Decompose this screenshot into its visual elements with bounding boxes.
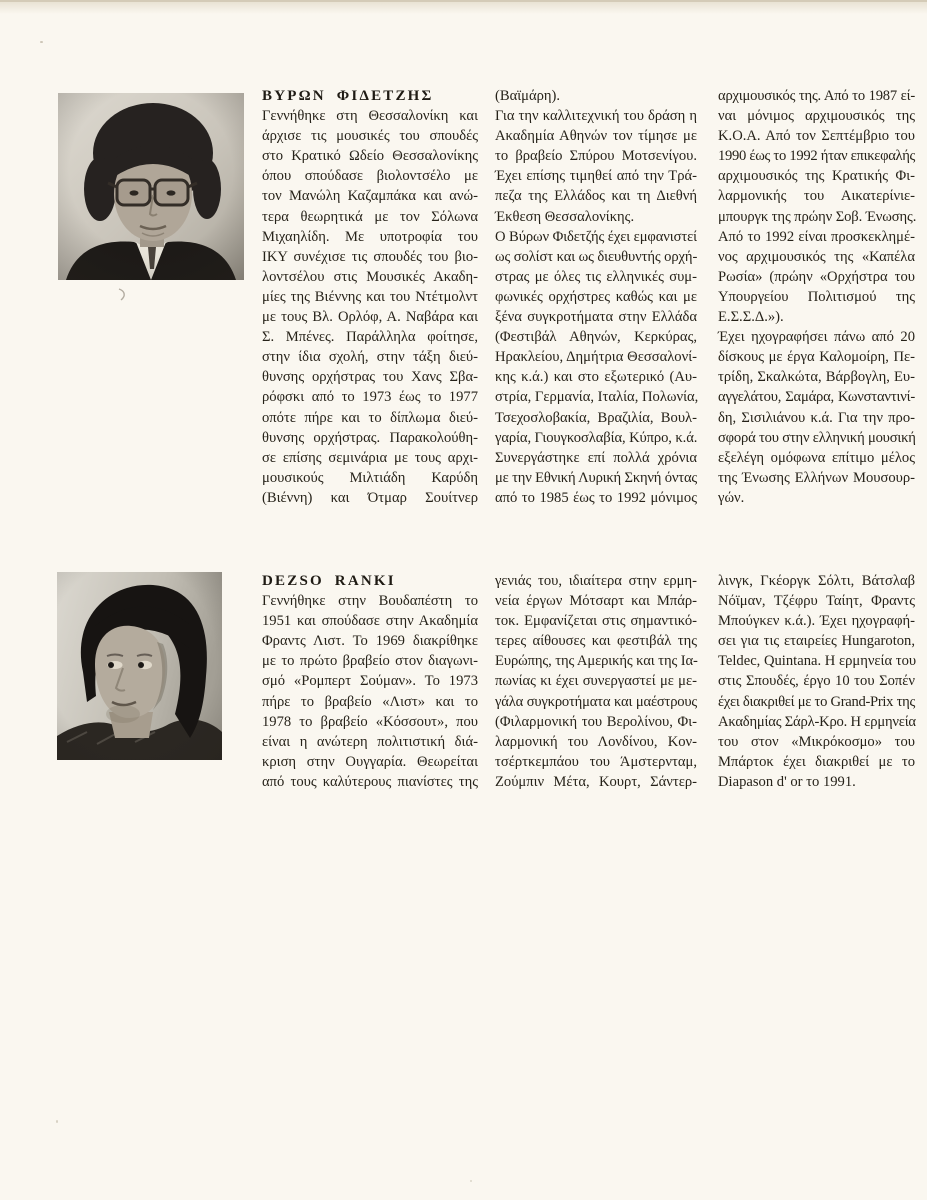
text-line: Υπουργείου Πολιτισμού της: [718, 288, 915, 305]
text-line: 1990 έως το 1992 ήταν επικεφαλής: [718, 148, 915, 165]
page-top-edge-shadow: [0, 0, 927, 14]
text-line: Από το 1992 είναι προσκεκλημέ-: [718, 228, 915, 245]
text-line: στις Σπουδές, έργο 10 του Σοπέν: [718, 673, 915, 690]
text-line: από τους καλύτερους πιανίστες της: [262, 773, 478, 790]
text-line: γάλα συγκροτήματα και μαέστρους: [495, 693, 697, 710]
text-line: τερες αίθουσες και φεστιβάλ της: [495, 633, 697, 650]
text-line: Συνεργάστηκε επί πολλά χρόνια: [495, 449, 697, 466]
text-line: στο Κρατικό Ωδείο Θεσσαλονίκης: [262, 148, 478, 165]
ranki-text-column-3: [718, 571, 915, 792]
text-line: πεζα της Ελλάδος και τη Διεθνή: [495, 188, 697, 205]
text-line: Diapason d' or το 1991.: [718, 773, 856, 790]
text-line: μίες της Βιέννης και του Ντέτμολντ: [262, 288, 478, 305]
text-line: μπουργκ της πρώην Σοβ. Ένωσης.: [718, 208, 917, 225]
text-line: στην ίδια σχολή, στην τάξη διεύ-: [262, 349, 478, 366]
text-line: Ευρώπης, της Αμερικής και της Ια-: [495, 653, 698, 670]
ranki-name-title: DEZSO RANKI: [262, 573, 396, 589]
text-line: Ε.Σ.Σ.Δ.»).: [718, 309, 784, 326]
text-line: Μπούγκεν κ.ά.). Έχει ηχογραφή-: [718, 613, 915, 630]
text-line: αγγελάτου, Σαμάρα, Κωνσταντινί-: [718, 389, 915, 406]
text-line: Έχει ηχογραφήσει πάνω από 20: [718, 329, 915, 346]
ranki-portrait-photo: [57, 572, 222, 760]
portrait-man-bowl-haircut-icon: [57, 572, 222, 760]
text-line: λοντσέλου στις Μουσικές Ακαδη-: [262, 268, 478, 285]
text-line: άρχισε τις μουσικές του σπουδές: [262, 128, 478, 145]
fidetzis-portrait-photo: [58, 93, 244, 280]
text-line: 1978 το βραβείο «Κόσσουτ», που: [262, 713, 478, 730]
text-line: πήρε το βραβείο «Λιστ» και το: [262, 693, 478, 710]
text-line: δίσκους με έργα Καλομοίρη, Πε-: [718, 349, 915, 366]
text-line: ναι μόνιμος αρχιμουσικός της: [718, 108, 915, 125]
text-line: τσέρτκεμπάου του Άμστερνταμ,: [495, 753, 697, 770]
text-line: Μπάρτοκ έχει διακριθεί με το: [718, 753, 915, 770]
fidetzis-text-column-3: [718, 86, 915, 508]
text-line: Ρωσία» (πρώην «Ορχήστρα του: [718, 268, 915, 285]
text-line: ως σολίστ και ως διευθυντής ορχή-: [495, 248, 698, 265]
text-line: έχει διακριθεί με το Grand-Prix της: [718, 693, 915, 710]
text-line: του στον «Μικρόκοσμο» του: [718, 733, 915, 750]
text-line: αρχιμουσικός της Κρατικής Φι-: [718, 168, 915, 185]
text-line: Ηρακλείου, Δημήτρια Θεσσαλονί-: [495, 349, 697, 366]
text-line: (Βαϊμάρη).: [495, 88, 561, 104]
text-line: 1951 και σπούδασε στην Ακαδημία: [262, 613, 478, 630]
text-line: Γεννήθηκε στη Θεσσαλονίκη και: [262, 108, 478, 125]
text-line: αρχιμουσικός της. Από το 1987 εί-: [718, 88, 915, 104]
text-line: Για την καλλιτεχνική του δράση η: [495, 108, 697, 125]
text-line: λινγκ, Γκέοργκ Σόλτι, Βάτσλαβ: [718, 573, 915, 589]
text-line: θυνσης ορχήστρας. Παρακολούθη-: [262, 429, 478, 446]
text-line: τερα θεωρητικά με τον Σόλωνα: [262, 208, 478, 225]
text-line: δη, Σισιλιάνου κ.ά. Για την προ-: [718, 409, 915, 426]
text-line: (Φεστιβάλ Αθηνών, Κερκύρας,: [495, 329, 697, 346]
text-line: ΙΚΥ συνέχισε τις σπουδές του βιο-: [262, 248, 478, 265]
portrait-man-glasses-icon: [58, 93, 244, 280]
text-line: από το 1985 έως το 1992 μόνιμος: [495, 489, 697, 506]
text-line: Τσεχοσλοβακία, Βραζιλία, Βουλ-: [495, 409, 697, 426]
text-line: λαρμονικής του Αικατερίνιε-: [718, 188, 915, 205]
text-line: ξένα συγκροτήματα στην Ελλάδα: [495, 309, 697, 326]
text-line: λαρμονική του Λονδίνου, Κον-: [495, 733, 697, 750]
text-line: ρόφσκι από το 1973 έως το 1977: [262, 389, 478, 406]
text-line: σφορά του στην ελληνική μουσική: [718, 429, 916, 446]
text-line: της Ένωσης Ελλήνων Μουσουρ-: [718, 469, 915, 486]
text-line: πωνίας κι έχει συνεργαστεί με με-: [495, 673, 697, 690]
text-line: οπότε πήρε και το δίπλωμα διεύ-: [262, 409, 478, 426]
text-line: σε επίσης σεμινάρια με τους αρχι-: [262, 449, 478, 466]
text-line: Γεννήθηκε στην Βουδαπέστη το: [262, 593, 478, 610]
text-line: (Βιέννη) και Ότμαρ Σουίτνερ: [262, 489, 478, 506]
text-line: Ο Βύρων Φιδετζής έχει εμφανιστεί: [495, 228, 697, 245]
page-top-edge-line: [0, 0, 927, 2]
text-line: εξελέγη ομόφωνα επίτιμο μέλος: [718, 449, 915, 466]
text-line: στρία, Γερμανία, Ιταλία, Πολωνία,: [495, 389, 699, 406]
text-line: Teldec, Quintana. Η ερμηνεία του: [718, 653, 917, 670]
text-line: Έκθεση Θεσσαλονίκης.: [495, 208, 635, 225]
text-line: με το πρώτο βραβείο στον διαγωνι-: [262, 653, 478, 670]
text-line: (Φιλαρμονική του Βερολίνου, Φι-: [495, 713, 697, 730]
paper-speck: [40, 41, 43, 43]
text-line: Νόϊμαν, Τζέφρυ Ταίητ, Φραντς: [718, 593, 915, 610]
text-line: φωνικές ορχήστρες καθώς και με: [495, 288, 697, 305]
text-line: Ζούμπιν Μέτα, Κουρτ, Σάντερ-: [495, 773, 697, 790]
pen-squiggle-mark: [115, 287, 131, 303]
fidetzis-text-column-1: [262, 86, 478, 508]
text-line: κριση στην Ουγγαρία. Θεωρείται: [262, 753, 478, 770]
text-line: νεία έργων Μότσαρτ και Μπάρ-: [495, 593, 697, 610]
text-line: Κ.Ο.Α. Από τον Σεπτέμβριο του: [718, 128, 915, 145]
text-line: νος αρχιμουσικός της «Καπέλα: [718, 248, 915, 265]
text-line: με τους Βλ. Ορλόφ, Α. Ναβάρα και: [262, 309, 478, 326]
paper-speck: [470, 1180, 472, 1182]
text-line: με την Εθνική Λυρική Σκηνή όντας: [495, 469, 697, 486]
text-line: Φραντς Λιστ. Το 1969 διακρίθηκε: [262, 633, 478, 650]
text-line: τον Μανώλη Καζαμπάκα και ανώ-: [262, 188, 478, 205]
text-line: Ακαδημίας Σάρλ-Κρο. Η ερμηνεία: [718, 713, 916, 730]
ranki-text-column-2: [495, 571, 697, 792]
text-line: θυνσης ορχήστρας του Χανς Σβα-: [262, 369, 478, 386]
text-line: Μιχαηλίδη. Με υποτροφία του: [262, 228, 478, 245]
text-line: γών.: [718, 489, 745, 506]
text-line: κης κ.ά.) και στο εξωτερικό (Αυ-: [495, 369, 697, 386]
fidetzis-name-title: ΒΥΡΩΝ ΦΙΔΕΤΖΗΣ: [262, 88, 434, 104]
text-line: τοκ. Εμφανίζεται στις σημαντικό-: [495, 613, 697, 630]
text-line: σμό «Ρομπερτ Σούμαν». Το 1973: [262, 673, 478, 690]
text-line: το βραβείο Σπύρου Μοτσενίγου.: [495, 148, 697, 165]
text-line: είναι η ανώτερη πολιτιστική διά-: [262, 733, 478, 750]
text-line: Σ. Μπένες. Παράλληλα φοίτησε,: [262, 329, 478, 346]
text-line: γενιάς του, ιδιαίτερα στην ερμη-: [495, 573, 697, 589]
text-line: μουσικούς Μιλτιάδη Καρύδη: [262, 469, 478, 486]
text-line: Ακαδημία Αθηνών τον τίμησε με: [495, 128, 697, 145]
text-line: Έχει επίσης τιμηθεί από την Τρά-: [495, 168, 697, 185]
text-line: σει για τις εταιρείες Hungaroton,: [718, 633, 915, 650]
ranki-text-column-1: [262, 571, 478, 792]
text-line: γαρία, Γιουγκοσλαβία, Κύπρο, κ.ά.: [495, 429, 698, 446]
text-line: όπου σπούδασε βιολοντσέλο με: [262, 168, 478, 185]
text-line: στρας με όλες τις ελληνικές συμ-: [495, 268, 697, 285]
fidetzis-text-column-2: [495, 86, 697, 508]
text-line: τρίδη, Σκαλκώτα, Βάρβογλη, Ευ-: [718, 369, 915, 386]
paper-speck: [56, 1120, 58, 1123]
